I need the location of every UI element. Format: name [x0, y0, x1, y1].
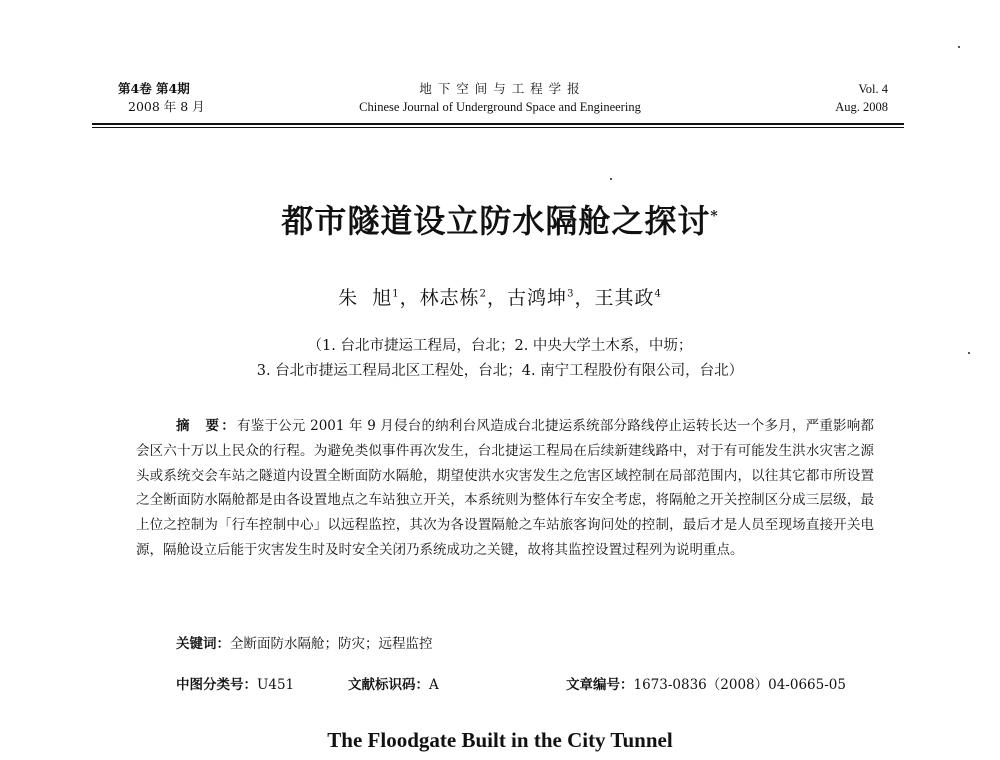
header-rule-thick — [92, 123, 904, 125]
header-right — [760, 80, 888, 116]
doc-code-value: A — [429, 677, 439, 693]
title-footnote-mark: * — [710, 208, 719, 225]
doc-code-label: 文献标识码： — [348, 677, 429, 693]
author-sep: ， — [574, 287, 595, 309]
keywords — [176, 632, 433, 652]
document-code — [348, 673, 439, 693]
author-name: 林志栋 — [419, 287, 480, 309]
author-sep: ， — [399, 287, 420, 309]
article-title — [0, 196, 1000, 242]
header-center — [300, 80, 700, 116]
journal-name-cn: 地 下 空 间 与 工 程 学 报 — [419, 81, 581, 96]
english-title: The Floodgate Built in the City Tunnel — [327, 728, 673, 752]
author-sup: 4 — [654, 288, 662, 300]
abstract-text: 有鉴于公元 2001 年 9 月侵台的纳利台风造成台北捷运系统部分路线停止运转长达一个多月，严重影响都会区六十万以上民众的行程。为避免类似事件再次发生，台北捷运工程局在后续新建线路中，对于有可能发生洪水灾害之源头或系统交会车站之隧道内设置全断面防水隔舱，期望使洪水灾害发生之危害区域控制在局部范围内，以往其它都市所设置之全断面防水隔舱都是由各设置地点之车站独立开关，本系统则为整体行车安全考虑，将隔舱之开关控制区分成三层级，最上位之控制为「行车控制中心」以远程监控，其次为各设置隔舱之车站旅客询问处的控制，最后才是人员至现场直接开关电源，隔舱设立后能于灾害发生时及时安全关闭乃系统成功之关键，故将其监控设置过程列为说明重点。 — [136, 418, 874, 558]
author-name: 朱 旭 — [338, 287, 393, 309]
author-name: 古鸿坤 — [507, 287, 568, 309]
date-en: Aug. 2008 — [835, 100, 888, 114]
keywords-text: 全断面防水隔舱；防灾；远程监控 — [230, 636, 433, 652]
volume-en: Vol. 4 — [858, 82, 888, 96]
scan-speck — [958, 46, 960, 48]
clc-label: 中图分类号： — [176, 677, 257, 693]
affiliation-line-2: 3. 台北市捷运工程局北区工程处，台北；4. 南宁工程股份有限公司，台北） — [256, 363, 744, 379]
author-sup: 2 — [479, 288, 488, 300]
date-cn: 2008 年 8 月 — [128, 99, 205, 114]
journal-name-en: Chinese Journal of Underground Space and Engineering — [359, 100, 641, 114]
volume-issue: 第4卷 第4期 — [118, 81, 190, 96]
article-number — [566, 673, 846, 693]
author-name: 王其政 — [594, 287, 655, 309]
abstract-label: 摘 要： — [176, 418, 237, 434]
abstract — [136, 414, 874, 563]
article-title-text: 都市隧道设立防水隔舱之探讨 — [281, 202, 711, 240]
scan-speck — [610, 178, 612, 180]
clc-number — [176, 673, 294, 693]
author-list — [0, 283, 1000, 310]
keywords-label: 关键词： — [176, 636, 230, 652]
author-sup: 3 — [567, 288, 575, 300]
header-rule-thin — [92, 127, 904, 128]
scan-speck — [968, 352, 970, 354]
header-left — [118, 80, 318, 116]
clc-value: U451 — [257, 677, 295, 693]
article-no-value: 1673-0836（2008）04-0665-05 — [633, 677, 846, 693]
author-sup: 1 — [392, 288, 400, 300]
author-sep: ， — [487, 287, 508, 309]
affiliation-line-1: （1. 台北市捷运工程局，台北；2. 中央大学土木系，中坜； — [307, 338, 693, 354]
article-no-label: 文章编号： — [566, 677, 634, 693]
